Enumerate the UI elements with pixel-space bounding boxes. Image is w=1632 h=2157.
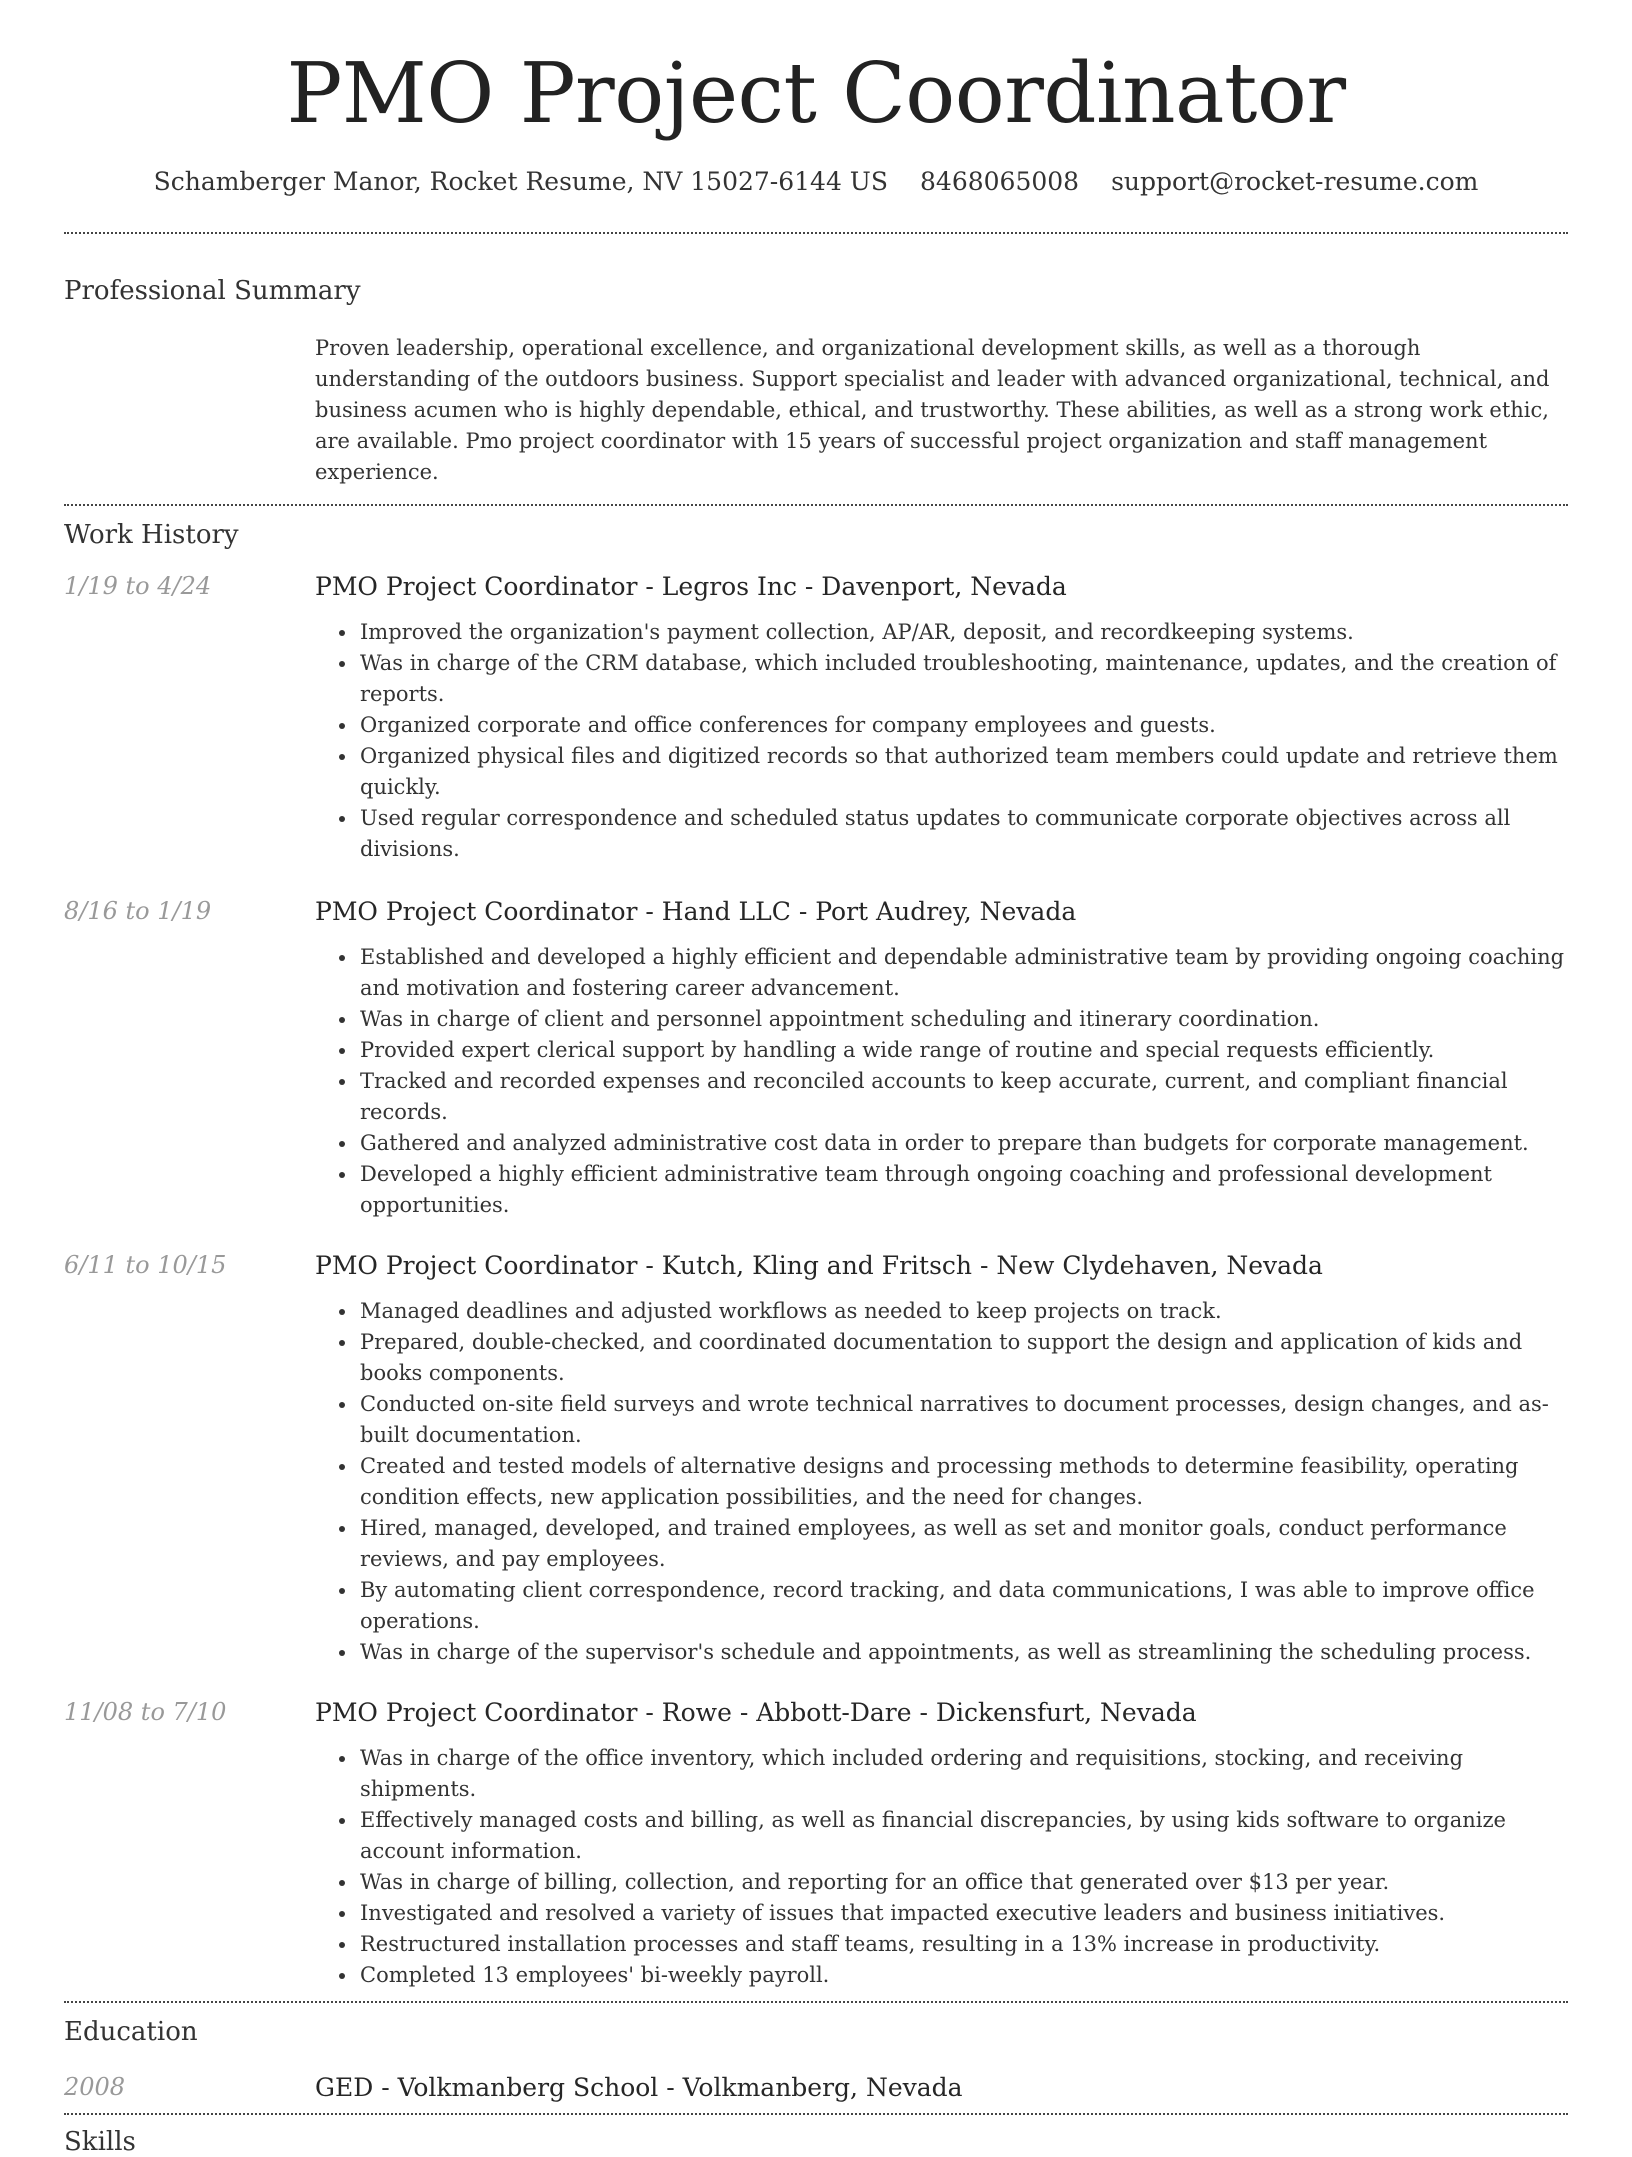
job-entry bbox=[0, 572, 1632, 865]
list-item: • Restructured installation processes and staff teams, resulting in a 13% increase in productivity. bbox=[358, 1929, 1568, 1960]
job-bullets bbox=[0, 617, 1632, 865]
job-title: PMO Project Coordinator - Legros Inc - Davenport, Nevada bbox=[315, 572, 1067, 601]
resume-header bbox=[0, 0, 1632, 196]
education-entry bbox=[0, 2073, 1632, 2113]
list-item: • Created and tested models of alternative designs and processing methods to determine feasibility, operating condition effects, new application possibilities, and the need for changes. bbox=[358, 1451, 1568, 1513]
job-bullets bbox=[0, 1743, 1632, 1991]
work-history-section bbox=[0, 520, 1632, 1991]
job-dates: 1/19 to 4/24 bbox=[64, 572, 212, 600]
list-item: • Completed 13 employees' bi-weekly payroll. bbox=[358, 1960, 1568, 1991]
section-divider bbox=[64, 2001, 1568, 2003]
contact-phone: 8468065008 bbox=[920, 167, 1080, 196]
job-title: PMO Project Coordinator - Kutch, Kling and Fritsch - New Clydehaven, Nevada bbox=[315, 1251, 1323, 1280]
list-item: • Conducted on-site field surveys and wrote technical narratives to document processes, design changes, and as-built documentation. bbox=[358, 1389, 1568, 1451]
job-dates: 6/11 to 10/15 bbox=[64, 1251, 227, 1279]
job-dates: 11/08 to 7/10 bbox=[64, 1698, 227, 1726]
skills-section bbox=[0, 2127, 1632, 2157]
section-title: Work History bbox=[64, 520, 239, 550]
list-item: • Used regular correspondence and scheduled status updates to communicate corporate objectives across all divisions. bbox=[358, 803, 1568, 865]
section-divider bbox=[64, 232, 1568, 234]
list-item: • Was in charge of billing, collection, and reporting for an office that generated over $13 per year. bbox=[358, 1867, 1568, 1898]
list-item: • Improved the organization's payment collection, AP/AR, deposit, and recordkeeping systems. bbox=[358, 617, 1568, 648]
job-dates: 8/16 to 1/19 bbox=[64, 897, 212, 925]
section-title: Skills bbox=[64, 2127, 136, 2157]
summary-text: Proven leadership, operational excellence, and organizational development skills, as well as a thorough understanding of the outdoors business. Support specialist and leader with advanced organizational, technical, and business acumen who is highly dependable, ethical, and trustworthy. These abilities, as well as a strong work ethic, are available. Pmo project coordinator with 15 years of successful project organization and staff management experience. bbox=[315, 336, 1550, 484]
list-item: • Investigated and resolved a variety of issues that impacted executive leaders and business initiatives. bbox=[358, 1898, 1568, 1929]
list-item: • By automating client correspondence, record tracking, and data communications, I was able to improve office operations. bbox=[358, 1575, 1568, 1637]
list-item: • Organized corporate and office conferences for company employees and guests. bbox=[358, 710, 1568, 741]
education-title: GED - Volkmanberg School - Volkmanberg, Nevada bbox=[315, 2073, 963, 2102]
list-item: • Tracked and recorded expenses and reconciled accounts to keep accurate, current, and compliant financial records. bbox=[358, 1066, 1568, 1128]
list-item: • Developed a highly efficient administrative team through ongoing coaching and professional development opportunities. bbox=[358, 1159, 1568, 1221]
professional-summary-section bbox=[0, 276, 1632, 488]
list-item: • Managed deadlines and adjusted workflows as needed to keep projects on track. bbox=[358, 1296, 1568, 1327]
list-item: • Prepared, double-checked, and coordinated documentation to support the design and application of kids and books components. bbox=[358, 1327, 1568, 1389]
section-title: Education bbox=[64, 2017, 198, 2047]
list-item: • Provided expert clerical support by handling a wide range of routine and special requests efficiently. bbox=[358, 1035, 1568, 1066]
candidate-name: PMO Project Coordinator bbox=[286, 45, 1346, 142]
contact-line bbox=[0, 167, 1632, 196]
education-dates: 2008 bbox=[64, 2073, 126, 2101]
job-bullets bbox=[0, 942, 1632, 1221]
list-item: • Hired, managed, developed, and trained employees, as well as set and monitor goals, conduct performance reviews, and pay employees. bbox=[358, 1513, 1568, 1575]
list-item: • Organized physical files and digitized records so that authorized team members could update and retrieve them quickly. bbox=[358, 741, 1568, 803]
list-item: • Was in charge of the office inventory, which included ordering and requisitions, stocking, and receiving shipments. bbox=[358, 1743, 1568, 1805]
list-item: • Was in charge of client and personnel appointment scheduling and itinerary coordination. bbox=[358, 1004, 1568, 1035]
job-entry bbox=[0, 1698, 1632, 1991]
job-title: PMO Project Coordinator - Hand LLC - Port Audrey, Nevada bbox=[315, 897, 1077, 926]
section-title: Professional Summary bbox=[64, 276, 361, 306]
job-bullets bbox=[0, 1296, 1632, 1668]
list-item: • Gathered and analyzed administrative cost data in order to prepare than budgets for corporate management. bbox=[358, 1128, 1568, 1159]
contact-address: Schamberger Manor, Rocket Resume, NV 15027-6144 US bbox=[153, 167, 889, 196]
job-title: PMO Project Coordinator - Rowe - Abbott-Dare - Dickensfurt, Nevada bbox=[315, 1698, 1197, 1727]
section-divider bbox=[64, 504, 1568, 506]
list-item: • Was in charge of the CRM database, which included troubleshooting, maintenance, updates, and the creation of reports. bbox=[358, 648, 1568, 710]
section-divider bbox=[64, 2113, 1568, 2115]
job-entry bbox=[0, 1251, 1632, 1668]
list-item: • Effectively managed costs and billing, as well as financial discrepancies, by using kids software to organize account information. bbox=[358, 1805, 1568, 1867]
list-item: • Was in charge of the supervisor's schedule and appointments, as well as streamlining the scheduling process. bbox=[358, 1637, 1568, 1668]
contact-email: support@rocket-resume.com bbox=[1111, 167, 1479, 196]
job-entry bbox=[0, 897, 1632, 1221]
education-section bbox=[0, 2017, 1632, 2113]
list-item: • Established and developed a highly efficient and dependable administrative team by providing ongoing coaching and motivation and fostering career advancement. bbox=[358, 942, 1568, 1004]
